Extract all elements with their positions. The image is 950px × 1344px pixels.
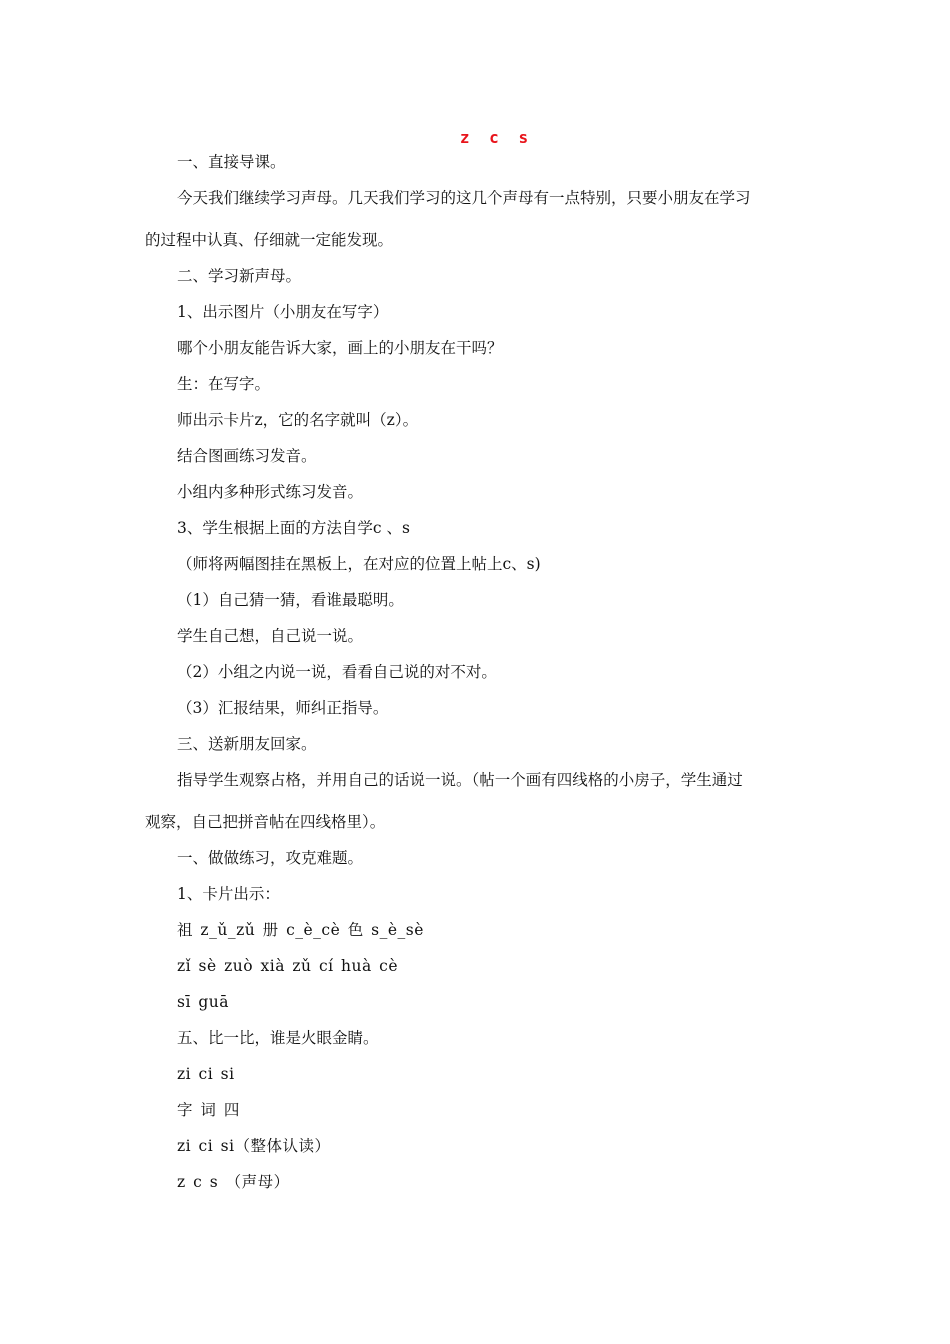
group-practice: 小组内多种形式练习发音。 bbox=[177, 483, 364, 501]
step-card-show: 1、卡片出示： bbox=[177, 885, 280, 903]
section-heading-intro: 一、直接导课。 bbox=[177, 153, 286, 171]
paragraph-intro-line-2: 的过程中认真、仔细就一定能发现。 bbox=[145, 231, 394, 249]
step-self-study: 3、学生根据上面的方法自学c 、s bbox=[177, 519, 410, 537]
initials-row: z c s （声母） bbox=[177, 1173, 290, 1191]
step-show-picture: 1、出示图片（小朋友在写字） bbox=[177, 303, 389, 321]
paragraph-intro-line-1: 今天我们继续学习声母。几天我们学习的这几个声母有一点特别，只要小朋友在学习 bbox=[177, 189, 751, 207]
whole-syllable-row: zi ci si（整体认读） bbox=[177, 1137, 331, 1155]
teacher-board-note: （师将两幅图挂在黑板上，在对应的位置上帖上c、s) bbox=[177, 555, 541, 573]
substep-group-talk: （2）小组之内说一说，看看自己说的对不对。 bbox=[177, 663, 497, 681]
substep-guess: （1）自己猜一猜，看谁最聪明。 bbox=[177, 591, 404, 609]
pinyin-spelling-row: 祖 z_ǔ_zǔ 册 c_è_cè 色 s_è_sè bbox=[177, 921, 424, 939]
pinyin-words-row-2: sī guā bbox=[177, 993, 229, 1011]
pinyin-words-row: zǐ sè zuò xià zǔ cí huà cè bbox=[177, 957, 399, 975]
section-heading-new-initials: 二、学习新声母。 bbox=[177, 267, 302, 285]
paragraph-guide-line-1: 指导学生观察占格，并用自己的话说一说。（帖一个画有四线格的小房子，学生通过 bbox=[177, 771, 743, 789]
hanzi-row: 字 词 四 bbox=[177, 1101, 240, 1119]
practice-pronunciation: 结合图画练习发音。 bbox=[177, 447, 317, 465]
teacher-question: 哪个小朋友能告诉大家，画上的小朋友在干吗？ bbox=[177, 339, 503, 357]
student-think: 学生自己想，自己说一说。 bbox=[177, 627, 364, 645]
pinyin-zi-ci-si: zi ci si bbox=[177, 1065, 235, 1083]
page-title: z c s bbox=[459, 128, 531, 147]
paragraph-guide-line-2: 观察，自己把拼音帖在四线格里）。 bbox=[145, 813, 386, 831]
substep-report: （3）汇报结果，师纠正指导。 bbox=[177, 699, 389, 717]
section-heading-send-home: 三、送新朋友回家。 bbox=[177, 735, 317, 753]
student-answer: 生：在写字。 bbox=[177, 375, 271, 393]
section-heading-exercise: 一、做做练习，攻克难题。 bbox=[177, 849, 364, 867]
teacher-card-z: 师出示卡片z，它的名字就叫（z）。 bbox=[177, 411, 419, 429]
section-heading-compare: 五、比一比，谁是火眼金睛。 bbox=[177, 1029, 379, 1047]
